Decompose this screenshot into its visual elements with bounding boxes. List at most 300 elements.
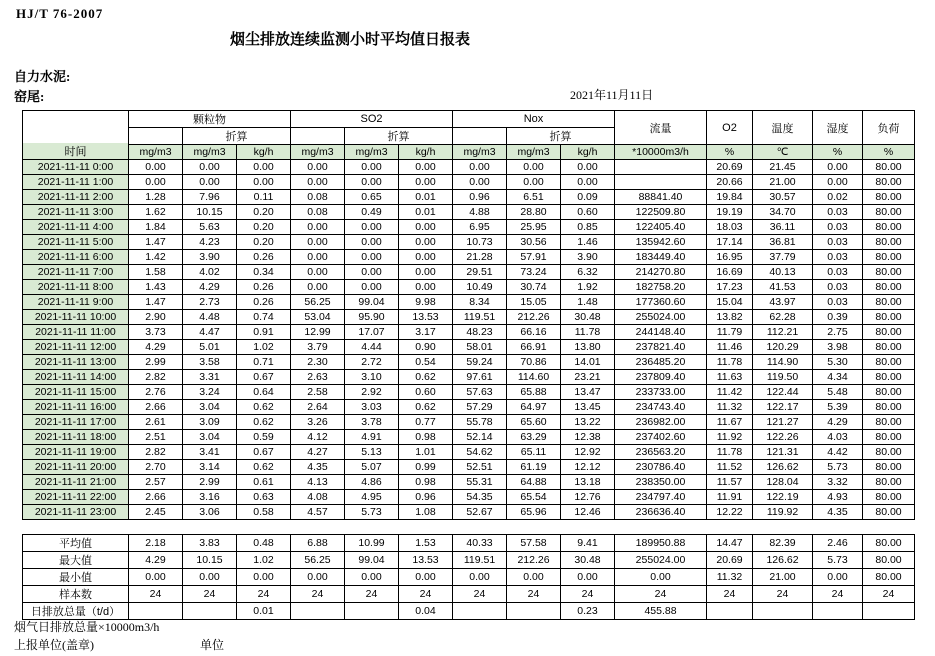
cell-time: 2021-11-11 8:00 [23, 280, 129, 295]
cell-value: 0.62 [399, 400, 453, 415]
cell-value: 4.48 [183, 310, 237, 325]
table-row [23, 415, 915, 430]
cell-value: 5.13 [345, 445, 399, 460]
cell-value: 4.57 [291, 505, 345, 520]
summary-value: 6.88 [291, 535, 345, 552]
cell-value: 0.03 [813, 280, 863, 295]
cell-value: 0.03 [813, 295, 863, 310]
summary-label: 平均值 [23, 535, 129, 552]
cell-value: 4.23 [183, 235, 237, 250]
footer-unit-label: 单位 [200, 638, 225, 652]
summary-label: 日排放总量（t/d） [23, 603, 129, 620]
cell-value: 0.00 [345, 220, 399, 235]
summary-value: 9.41 [561, 535, 615, 552]
summary-value [753, 603, 813, 620]
cell-value: 122.17 [753, 400, 813, 415]
cell-value: 52.67 [453, 505, 507, 520]
cell-value: 114.60 [507, 370, 561, 385]
cell-value: 4.27 [291, 445, 345, 460]
cell-value [615, 175, 707, 190]
cell-value: 11.79 [707, 325, 753, 340]
cell-value: 0.00 [453, 175, 507, 190]
cell-value: 11.57 [707, 475, 753, 490]
cell-value: 3.26 [291, 415, 345, 430]
cell-value: 4.29 [183, 280, 237, 295]
summary-value [291, 603, 345, 620]
cell-value: 0.61 [237, 475, 291, 490]
document-code: HJ/T 76-2007 [16, 6, 104, 21]
cell-value: 17.23 [707, 280, 753, 295]
summary-value: 24 [453, 586, 507, 603]
summary-value: 20.69 [707, 552, 753, 569]
summary-value: 119.51 [453, 552, 507, 569]
summary-value: 56.25 [291, 552, 345, 569]
table-summary-row [23, 603, 915, 620]
summary-label: 最大值 [23, 552, 129, 569]
cell-time: 2021-11-11 11:00 [23, 325, 129, 340]
cell-time: 2021-11-11 5:00 [23, 235, 129, 250]
summary-value: 21.00 [753, 569, 813, 586]
cell-time: 2021-11-11 15:00 [23, 385, 129, 400]
cell-value: 0.96 [453, 190, 507, 205]
cell-value: 0.00 [183, 160, 237, 175]
cell-value: 3.06 [183, 505, 237, 520]
cell-value: 12.22 [707, 505, 753, 520]
cell-value: 2.73 [183, 295, 237, 310]
cell-value: 12.46 [561, 505, 615, 520]
table-row [23, 280, 915, 295]
cell-value: 6.51 [507, 190, 561, 205]
footer-total-emission-label: 烟气日排放总量×10000m3/h [14, 620, 160, 634]
cell-value: 80.00 [863, 250, 915, 265]
cell-value: 3.24 [183, 385, 237, 400]
cell-value: 80.00 [863, 475, 915, 490]
table-row [23, 250, 915, 265]
cell-value: 0.00 [129, 160, 183, 175]
cell-value: 10.15 [183, 205, 237, 220]
cell-value: 4.34 [813, 370, 863, 385]
cell-value: 80.00 [863, 505, 915, 520]
cell-value: 1.84 [129, 220, 183, 235]
table-row [23, 370, 915, 385]
cell-value: 13.80 [561, 340, 615, 355]
table-spacer-row [23, 520, 915, 535]
cell-value: 57.91 [507, 250, 561, 265]
cell-value: 58.01 [453, 340, 507, 355]
cell-value: 4.03 [813, 430, 863, 445]
cell-value: 2.30 [291, 355, 345, 370]
summary-value: 0.04 [399, 603, 453, 620]
cell-value: 122405.40 [615, 220, 707, 235]
cell-value: 80.00 [863, 445, 915, 460]
cell-value: 4.29 [813, 415, 863, 430]
cell-value: 80.00 [863, 235, 915, 250]
cell-value: 6.95 [453, 220, 507, 235]
table-row [23, 220, 915, 235]
summary-value: 24 [707, 586, 753, 603]
cell-value: 2.57 [129, 475, 183, 490]
cell-value: 237809.40 [615, 370, 707, 385]
table-row [23, 505, 915, 520]
header-time-label: 时间 [23, 143, 128, 159]
cell-value: 0.98 [399, 430, 453, 445]
group-header-so2: SO2 [291, 111, 453, 128]
cell-value: 0.58 [237, 505, 291, 520]
cell-value: 21.28 [453, 250, 507, 265]
table-row [23, 175, 915, 190]
header-flow: 流量 [615, 111, 707, 145]
cell-time: 2021-11-11 16:00 [23, 400, 129, 415]
cell-value: 0.00 [399, 250, 453, 265]
cell-value: 54.35 [453, 490, 507, 505]
cell-value: 37.79 [753, 250, 813, 265]
cell-value: 10.73 [453, 235, 507, 250]
cell-value: 53.04 [291, 310, 345, 325]
summary-value: 212.26 [507, 552, 561, 569]
cell-value: 65.11 [507, 445, 561, 460]
table-row [23, 475, 915, 490]
cell-value: 4.86 [345, 475, 399, 490]
cell-value: 1.48 [561, 295, 615, 310]
unit-so2-mgm3: mg/m3 [291, 145, 345, 160]
cell-value: 11.78 [707, 445, 753, 460]
summary-value: 14.47 [707, 535, 753, 552]
cell-value: 88841.40 [615, 190, 707, 205]
cell-value: 12.38 [561, 430, 615, 445]
cell-value: 13.22 [561, 415, 615, 430]
unit-so2-conv-mgm3: mg/m3 [345, 145, 399, 160]
cell-value: 0.91 [237, 325, 291, 340]
summary-label: 最小值 [23, 569, 129, 586]
cell-value: 11.46 [707, 340, 753, 355]
summary-value: 0.00 [237, 569, 291, 586]
summary-value: 24 [237, 586, 291, 603]
cell-value: 126.62 [753, 460, 813, 475]
cell-value: 5.30 [813, 355, 863, 370]
cell-time: 2021-11-11 18:00 [23, 430, 129, 445]
summary-value: 30.48 [561, 552, 615, 569]
table-row [23, 430, 915, 445]
cell-value: 15.05 [507, 295, 561, 310]
cell-value: 2.99 [183, 475, 237, 490]
cell-value: 12.12 [561, 460, 615, 475]
cell-value: 0.00 [345, 160, 399, 175]
cell-value: 0.77 [399, 415, 453, 430]
cell-value: 4.08 [291, 490, 345, 505]
summary-value [813, 603, 863, 620]
cell-value: 119.92 [753, 505, 813, 520]
table-row [23, 235, 915, 250]
table-row [23, 445, 915, 460]
cell-value: 0.00 [561, 175, 615, 190]
cell-value: 3.90 [561, 250, 615, 265]
cell-value: 122.19 [753, 490, 813, 505]
cell-value: 65.96 [507, 505, 561, 520]
cell-value: 80.00 [863, 460, 915, 475]
summary-value: 80.00 [863, 552, 915, 569]
header-load: 负荷 [863, 111, 915, 145]
cell-value: 99.04 [345, 295, 399, 310]
sub-header-nox-converted: 折算 [507, 128, 615, 145]
cell-value: 0.49 [345, 205, 399, 220]
cell-value: 11.32 [707, 400, 753, 415]
cell-value: 0.03 [813, 235, 863, 250]
cell-value: 1.62 [129, 205, 183, 220]
cell-value: 19.19 [707, 205, 753, 220]
table-summary-row [23, 535, 915, 552]
cell-value: 80.00 [863, 175, 915, 190]
cell-value: 70.86 [507, 355, 561, 370]
summary-value: 24 [129, 586, 183, 603]
cell-value: 122.44 [753, 385, 813, 400]
cell-value: 0.00 [399, 280, 453, 295]
cell-value: 0.00 [399, 235, 453, 250]
cell-value: 13.82 [707, 310, 753, 325]
cell-time: 2021-11-11 17:00 [23, 415, 129, 430]
cell-value: 80.00 [863, 205, 915, 220]
cell-value: 0.02 [813, 190, 863, 205]
cell-value: 0.00 [345, 175, 399, 190]
cell-time: 2021-11-11 10:00 [23, 310, 129, 325]
cell-value: 57.63 [453, 385, 507, 400]
cell-value: 57.29 [453, 400, 507, 415]
cell-value: 4.91 [345, 430, 399, 445]
cell-value [615, 160, 707, 175]
cell-value: 236982.00 [615, 415, 707, 430]
cell-value: 2.92 [345, 385, 399, 400]
cell-time: 2021-11-11 4:00 [23, 220, 129, 235]
table-row [23, 490, 915, 505]
cell-value: 12.99 [291, 325, 345, 340]
cell-value: 2.75 [813, 325, 863, 340]
cell-value: 3.10 [345, 370, 399, 385]
cell-time: 2021-11-11 13:00 [23, 355, 129, 370]
cell-value: 238350.00 [615, 475, 707, 490]
cell-value: 41.53 [753, 280, 813, 295]
cell-value: 0.54 [399, 355, 453, 370]
cell-value: 15.04 [707, 295, 753, 310]
summary-value: 255024.00 [615, 552, 707, 569]
cell-value: 80.00 [863, 430, 915, 445]
unit-nox-kgh: kg/h [561, 145, 615, 160]
cell-value: 0.39 [813, 310, 863, 325]
summary-value: 99.04 [345, 552, 399, 569]
cell-value: 0.60 [561, 205, 615, 220]
cell-value: 4.44 [345, 340, 399, 355]
cell-value: 80.00 [863, 295, 915, 310]
cell-value: 30.57 [753, 190, 813, 205]
cell-value: 80.00 [863, 490, 915, 505]
cell-time: 2021-11-11 23:00 [23, 505, 129, 520]
cell-value: 0.20 [237, 235, 291, 250]
cell-value: 97.61 [453, 370, 507, 385]
summary-value [707, 603, 753, 620]
cell-value: 0.00 [561, 160, 615, 175]
cell-value: 0.11 [237, 190, 291, 205]
summary-value: 0.00 [507, 569, 561, 586]
spacer-cell [707, 520, 753, 535]
cell-value: 11.91 [707, 490, 753, 505]
cell-value: 0.00 [507, 160, 561, 175]
table-row [23, 385, 915, 400]
cell-value: 8.34 [453, 295, 507, 310]
sub-header-so2-converted: 折算 [345, 128, 453, 145]
cell-value: 0.98 [399, 475, 453, 490]
cell-value: 80.00 [863, 310, 915, 325]
table-row [23, 265, 915, 280]
cell-value: 3.58 [183, 355, 237, 370]
summary-value: 0.48 [237, 535, 291, 552]
sub-header-pm-converted: 折算 [183, 128, 291, 145]
report-date: 2021年11月11日 [570, 88, 654, 102]
summary-value: 24 [345, 586, 399, 603]
cell-value: 234743.40 [615, 400, 707, 415]
summary-value [345, 603, 399, 620]
table-row [23, 160, 915, 175]
cell-value: 80.00 [863, 400, 915, 415]
summary-value: 0.00 [129, 569, 183, 586]
table-group-header-row [23, 111, 915, 128]
cell-value: 4.93 [813, 490, 863, 505]
cell-value: 1.47 [129, 235, 183, 250]
cell-value: 3.41 [183, 445, 237, 460]
cell-value: 237821.40 [615, 340, 707, 355]
cell-value: 2.76 [129, 385, 183, 400]
sub-blank-pm [129, 128, 183, 145]
table-summary-row [23, 569, 915, 586]
cell-value: 4.29 [129, 340, 183, 355]
summary-value: 40.33 [453, 535, 507, 552]
cell-value: 0.00 [183, 175, 237, 190]
cell-value: 63.29 [507, 430, 561, 445]
header-o2: O2 [707, 111, 753, 145]
cell-value: 3.32 [813, 475, 863, 490]
cell-value: 0.00 [399, 265, 453, 280]
cell-value: 120.29 [753, 340, 813, 355]
cell-value: 236636.40 [615, 505, 707, 520]
cell-value: 0.00 [291, 250, 345, 265]
cell-value: 0.03 [813, 220, 863, 235]
summary-label: 样本数 [23, 586, 129, 603]
cell-value: 0.20 [237, 220, 291, 235]
cell-value: 2.70 [129, 460, 183, 475]
cell-value: 0.00 [399, 175, 453, 190]
cell-value: 25.95 [507, 220, 561, 235]
cell-value: 0.85 [561, 220, 615, 235]
cell-value: 80.00 [863, 340, 915, 355]
cell-value: 59.24 [453, 355, 507, 370]
cell-value: 2.63 [291, 370, 345, 385]
cell-value: 34.70 [753, 205, 813, 220]
summary-value: 1.53 [399, 535, 453, 552]
table-row [23, 460, 915, 475]
summary-value: 3.83 [183, 535, 237, 552]
cell-value: 114.90 [753, 355, 813, 370]
cell-value: 80.00 [863, 220, 915, 235]
cell-value: 80.00 [863, 325, 915, 340]
cell-value: 122.26 [753, 430, 813, 445]
cell-value: 4.02 [183, 265, 237, 280]
cell-value: 36.11 [753, 220, 813, 235]
section-name: 窑尾: [14, 89, 45, 104]
cell-value: 0.03 [813, 265, 863, 280]
summary-value: 0.00 [399, 569, 453, 586]
summary-value: 57.58 [507, 535, 561, 552]
spacer-cell [399, 520, 453, 535]
cell-value: 2.90 [129, 310, 183, 325]
cell-value: 11.42 [707, 385, 753, 400]
table-row [23, 325, 915, 340]
table-summary-row [23, 552, 915, 569]
cell-value: 0.63 [237, 490, 291, 505]
table-body [23, 160, 915, 620]
cell-value: 43.97 [753, 295, 813, 310]
header-humidity: 湿度 [813, 111, 863, 145]
cell-value: 234797.40 [615, 490, 707, 505]
unit-o2: % [707, 145, 753, 160]
cell-value: 0.62 [237, 400, 291, 415]
summary-value: 0.00 [453, 569, 507, 586]
cell-value: 14.01 [561, 355, 615, 370]
company-name: 自力水泥: [14, 69, 71, 84]
summary-value: 80.00 [863, 569, 915, 586]
cell-value: 2.45 [129, 505, 183, 520]
summary-value: 24 [183, 586, 237, 603]
cell-value: 80.00 [863, 280, 915, 295]
cell-value: 121.27 [753, 415, 813, 430]
cell-value: 1.42 [129, 250, 183, 265]
cell-value: 0.08 [291, 190, 345, 205]
unit-pm-kgh: kg/h [237, 145, 291, 160]
cell-value: 30.48 [561, 310, 615, 325]
cell-value: 30.74 [507, 280, 561, 295]
cell-time: 2021-11-11 3:00 [23, 205, 129, 220]
spacer-cell [291, 520, 345, 535]
table-summary-row [23, 586, 915, 603]
summary-value [453, 603, 507, 620]
cell-value: 236485.20 [615, 355, 707, 370]
cell-value: 1.58 [129, 265, 183, 280]
unit-pm-mgm3: mg/m3 [129, 145, 183, 160]
summary-value: 24 [399, 586, 453, 603]
summary-value: 24 [561, 586, 615, 603]
cell-time: 2021-11-11 12:00 [23, 340, 129, 355]
cell-value: 0.00 [291, 280, 345, 295]
cell-value: 4.12 [291, 430, 345, 445]
spacer-cell [507, 520, 561, 535]
cell-value: 5.48 [813, 385, 863, 400]
cell-value: 3.03 [345, 400, 399, 415]
cell-value: 36.81 [753, 235, 813, 250]
cell-value: 80.00 [863, 415, 915, 430]
cell-value: 0.00 [291, 235, 345, 250]
cell-time: 2021-11-11 14:00 [23, 370, 129, 385]
cell-value: 0.00 [345, 265, 399, 280]
cell-value: 183449.40 [615, 250, 707, 265]
cell-value: 0.62 [237, 415, 291, 430]
cell-value: 3.09 [183, 415, 237, 430]
cell-value: 5.07 [345, 460, 399, 475]
cell-value: 23.21 [561, 370, 615, 385]
cell-value: 0.62 [237, 460, 291, 475]
cell-value: 119.51 [453, 310, 507, 325]
cell-value: 212.26 [507, 310, 561, 325]
cell-value: 0.62 [399, 370, 453, 385]
unit-load: % [863, 145, 915, 160]
cell-value: 135942.60 [615, 235, 707, 250]
cell-value: 95.90 [345, 310, 399, 325]
cell-value: 3.90 [183, 250, 237, 265]
